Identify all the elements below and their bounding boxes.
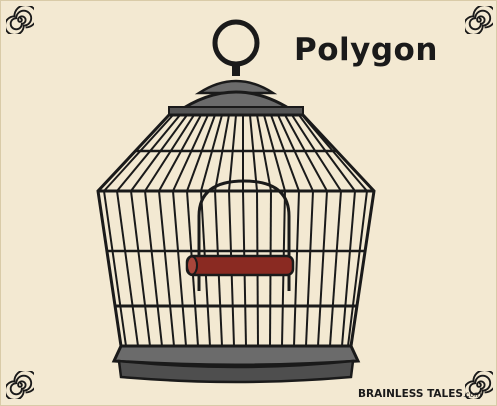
perch-icon xyxy=(187,256,293,275)
ring-hook-icon xyxy=(215,22,257,64)
brand-domain-suffix: .com xyxy=(462,390,482,399)
brand-watermark[interactable] xyxy=(358,389,481,400)
comic-title: Polygon xyxy=(294,32,438,68)
brand-name: BRAINLESS TALES xyxy=(358,388,463,400)
